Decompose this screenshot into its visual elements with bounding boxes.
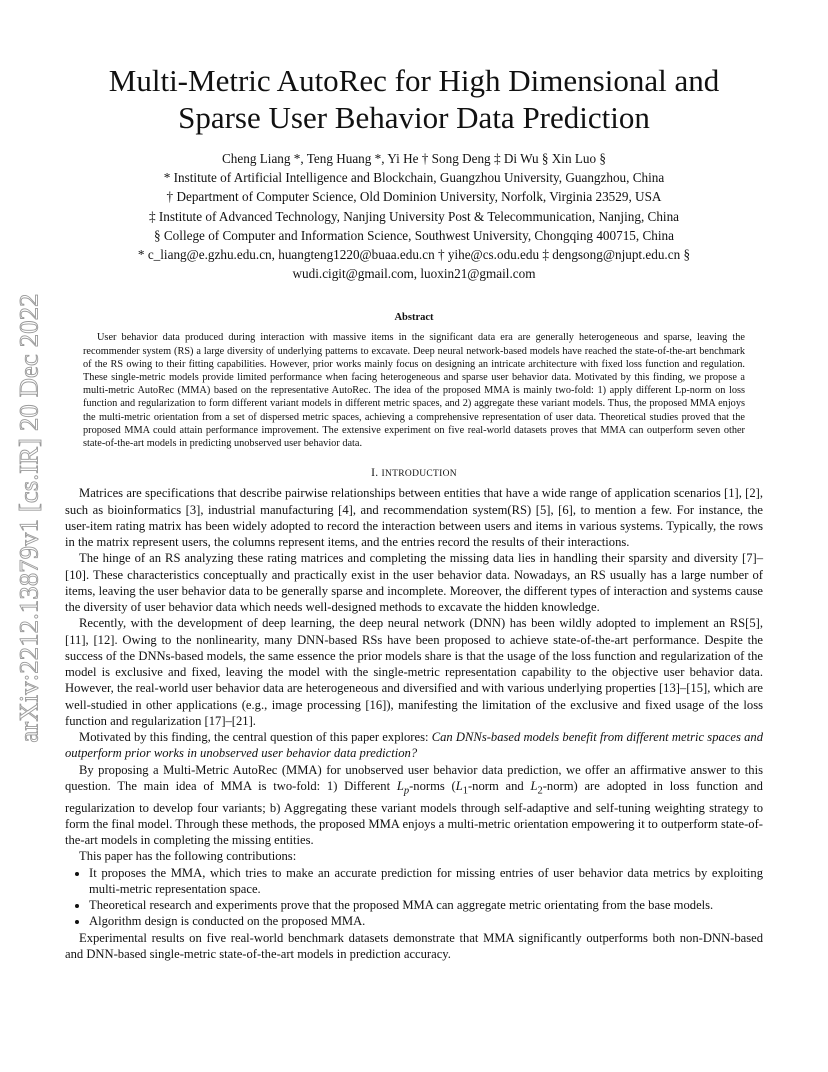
para5-text-d: -norm) are adopted in loss function and regularization to develop four variants; b) Aggregating these variant models through self-adaptive and self-tuning weighting strategy to form the final model. Through these methods, the proposed MMA enjoys a multi-metric orientation empowering it to outperform state-of-the-art models in completing the missing entities. <box>65 778 763 848</box>
intro-paragraph-7: Experimental results on five real-world benchmark datasets demonstrate that MMA significantly outperforms both non-DNN-based and DNN-based single-metric state-of-the-art models in prediction accuracy. <box>65 930 763 961</box>
l1-symbol: L <box>455 778 463 793</box>
author-names: Cheng Liang *, Teng Huang *, Yi He † Song Deng ‡ Di Wu § Xin Luo § <box>222 151 606 166</box>
section-heading <box>65 467 763 479</box>
section-title: INTRODUCTION <box>381 469 457 480</box>
para5-text-b: -norms ( <box>409 778 456 793</box>
arxiv-stamp <box>14 268 44 768</box>
l1-subscript: 1 <box>462 785 468 797</box>
lp-symbol: L <box>396 778 404 793</box>
para5-text-c: -norm and <box>467 778 531 793</box>
title-line-2: Sparse User Behavior Data Prediction <box>178 100 650 135</box>
title-line-1: Multi-Metric AutoRec for High Dimensional and <box>108 63 720 98</box>
l2-subscript: 2 <box>537 785 543 797</box>
list-item: • It proposes the MMA, which tries to make an accurate prediction for missing entries of user behavior data metrics by exploiting multi-metric representation space. <box>89 865 763 898</box>
intro-paragraph-4 <box>65 729 763 762</box>
author-emails-continued: wudi.cigit@gmail.com, luoxin21@gmail.com <box>292 266 536 282</box>
intro-paragraph-2: The hinge of an RS analyzing these rating matrices and completing the missing data lies in handling their sparsity and diversity [7]–[10]. These characteristics conceptually and practically exist in the user behavior data. Nowadays, an RS usually has a large number of items, leaving the user behavior data to be generally sparse and incomplete. Moreover, the different types of interaction and systems cause the diversity of user behavior data which needs well-designed methods to excavate the hidden knowledge. <box>65 551 763 614</box>
affiliation-2: † Department of Computer Science, Old Dominion University, Norfolk, Virginia 23529, USA <box>166 189 662 205</box>
author-emails: * c_liang@e.gzhu.edu.cn, huangteng1220@buaa.edu.cn † yihe@cs.odu.edu ‡ dengsong@njupt.edu.cn § <box>137 247 691 263</box>
intro-paragraph-1: Matrices are specifications that describe pairwise relationships between entities that have a wide range of application scenarios [1], [2], such as bioinformatics [3], industrial manufacturing [4], and recommendation system(RS) [5], [6], to mention a few. For instance, the user-item rating matrix has been widely adopted to record the interaction between users and items in various systems. Typically, the rows in the matrix represent users, the columns represent items, and the entries record the results of their interactions. <box>65 486 763 549</box>
abstract-heading: Abstract <box>394 312 434 324</box>
affiliation-1: * Institute of Artificial Intelligence and Blockchain, Guangzhou University, Guangzhou, China <box>163 170 665 186</box>
author-block <box>65 149 763 283</box>
abstract-text: User behavior data produced during interaction with massive items in the significant data era are generally heterogeneous and sparse, leaving the recommender system (RS) a large diversity of underlying patterns to excavate. Deep neural network-based models have reached the state-of-the-art benchmark of the RS owing to their fitting capabilities. However, prior works mainly focus on designing an intricate architecture with fixed loss function and regulation. These single-metric models provide limited performance when facing heterogeneous and sparse user behavior data. Motivated by this finding, we propose a multi-metric AutoRec (MMA) based on the representative AutoRec. The idea of the proposed MMA is mainly two-fold: 1) apply different Lp-norm on loss function and regularization to form different variant models in different metric spaces, and 2) aggregate these variant models. Thus, the proposed MMA enjoys the multi-metric orientation from a set of dispersed metric spaces, achieving a comprehensive representation of user data. Theoretical studies proved that the proposed MMA could attain performance improvement. The extensive experiment on five real-world datasets proves that MMA can outperform seven other state-of-the-art models in predicting unobserved user behavior data. <box>83 332 745 450</box>
central-question: Can DNNs-based models benefit from different metric spaces and outperform prior works in unobserved user behavior data prediction? <box>65 730 763 761</box>
arxiv-identifier: arXiv:2212.13879v1 [cs.IR] 20 Dec 2022 <box>13 293 44 743</box>
paper-page <box>65 62 763 962</box>
section-number: I. <box>371 467 382 480</box>
affiliation-3: ‡ Institute of Advanced Technology, Nanjing University Post & Telecommunication, Nanjing, China <box>148 208 680 224</box>
intro-paragraph-3: Recently, with the development of deep learning, the deep neural network (DNN) has been wildly adopted to implement an RS[5], [11], [12]. Owing to the nonlinearity, many DNN-based RSs have been proposed to achieve state-of-the-art performance. Despite the success of the DNNs-based models, the same essence the prior models share is that the usage of the loss function and regularization of the model is exclusive and fixed, leaving the model with the single-metric representation capability to the objective user behavior data. However, the real-world user behavior data are heterogeneous and diversified and with various underlying properties [13]–[15], which are well-studied in other applications (e.g., image processing [16]), manifesting the limitation of the exclusive and fixed usage of the loss function and regularization [17]–[21]. <box>65 616 763 728</box>
contribution-list <box>65 865 763 930</box>
lp-subscript: p <box>403 785 410 797</box>
paper-title <box>65 62 763 136</box>
list-item: • Algorithm design is conducted on the proposed MMA. <box>89 913 763 929</box>
list-item: • Theoretical research and experiments prove that the proposed MMA can aggregate metric orientating from the base models. <box>89 897 763 913</box>
affiliation-4: § College of Computer and Information Science, Southwest University, Chongqing 400715, China <box>154 227 674 243</box>
question-lead: Motivated by this finding, the central question of this paper explores: <box>79 730 432 744</box>
intro-paragraph-6: This paper has the following contributions: <box>79 849 297 864</box>
l2-symbol: L <box>530 778 538 793</box>
intro-paragraph-5 <box>65 762 763 849</box>
para5-text-a: By proposing a Multi-Metric AutoRec (MMA) for unobserved user behavior data prediction, we offer an affirmative answer to this question. The main idea of MMA is two-fold: 1) Different <box>65 762 763 793</box>
